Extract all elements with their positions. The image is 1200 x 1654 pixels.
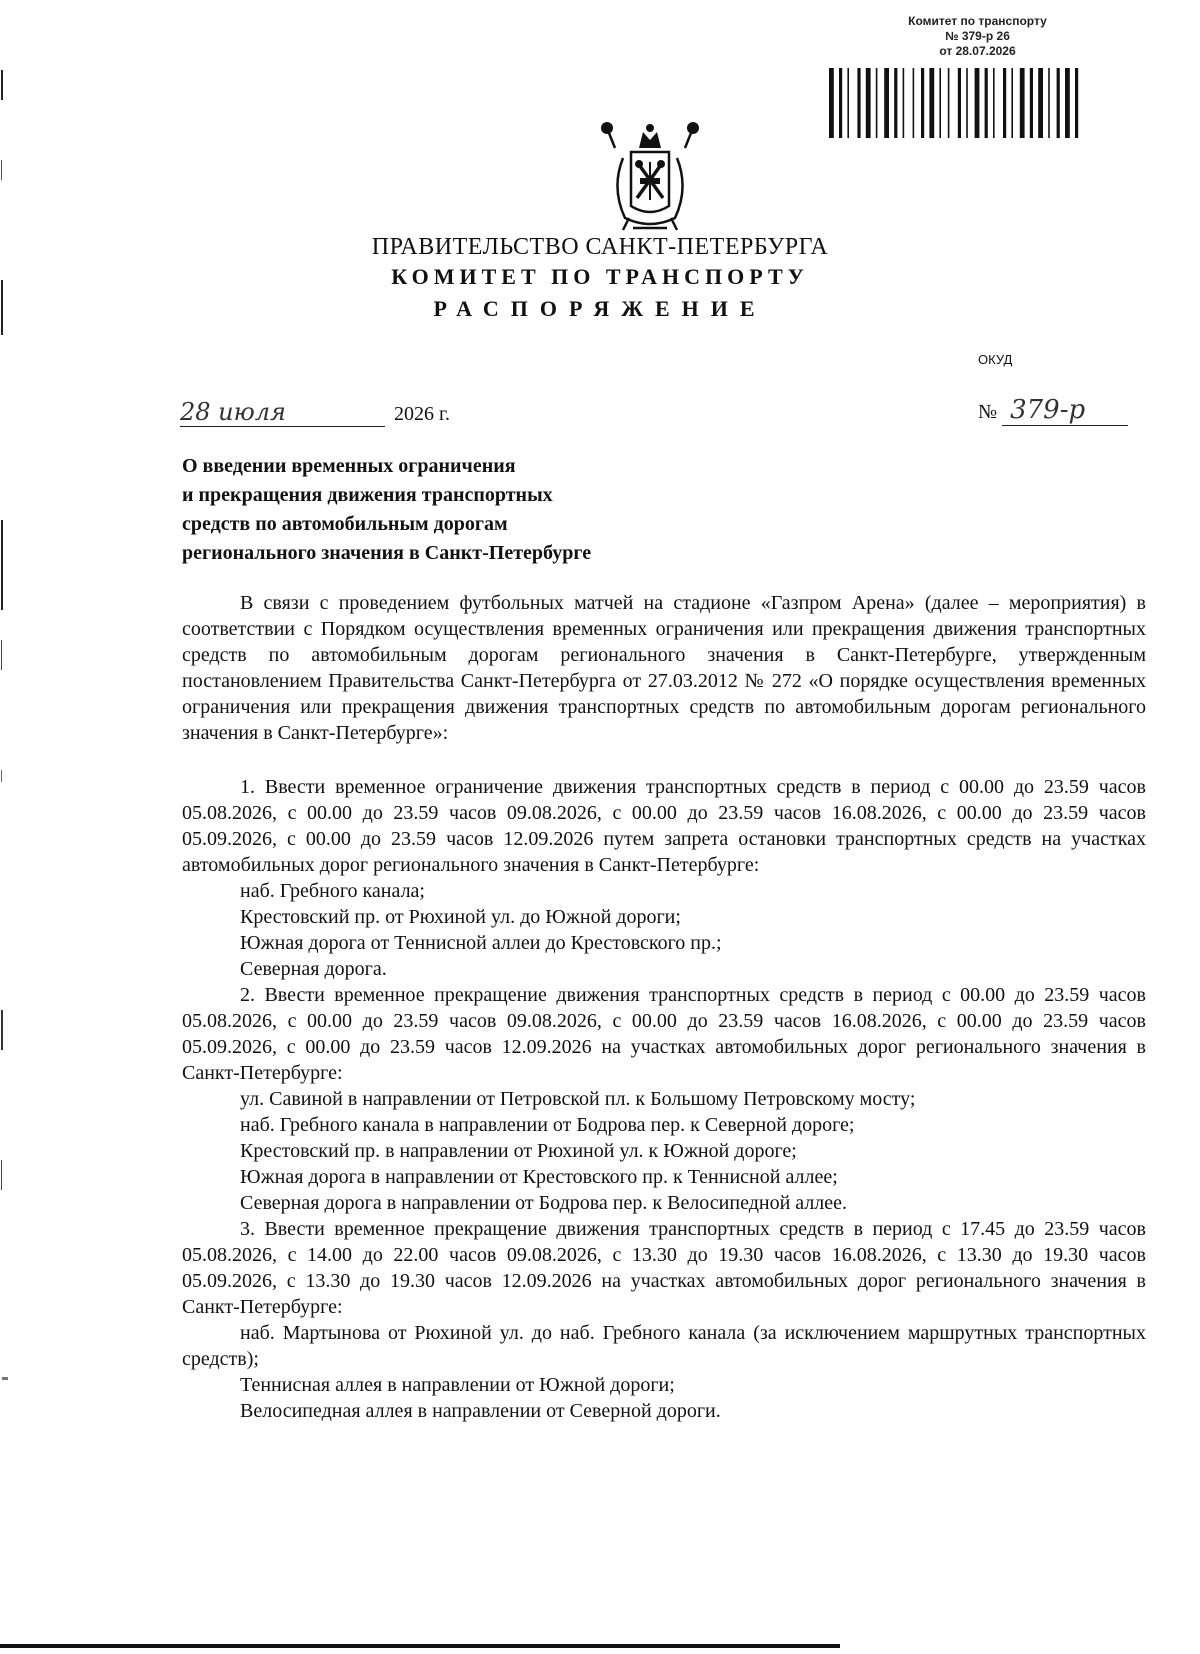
barcode-bar [1057,68,1060,138]
document-body [182,590,1146,1424]
barcode-bar [975,68,980,138]
road-list-item: Южная дорога в направлении от Крестовского пр. к Теннисной аллее; [240,1166,838,1188]
barcode-bar [884,68,889,138]
barcode-bar [876,68,878,138]
barcode-bar [1030,68,1033,138]
document-number [978,395,1128,426]
number-prefix: № [978,401,998,423]
subject-line: регионального значения в Санкт-Петербурге [182,542,592,564]
document-header [0,232,1200,324]
road-list-item: Теннисная аллея в направлении от Южной дороги; [240,1374,675,1396]
subject-line: и прекращения движения транспортных [182,484,553,506]
road-list-item: Северная дорога. [240,958,387,980]
road-list-item: наб. Гребного канала в направлении от Бодрова пер. к Северной дороге; [240,1114,855,1136]
okud-label: ОКУД [978,352,1013,367]
barcode-bar [993,68,995,138]
barcode-bar [1065,68,1070,138]
item-2-paragraph: 2. Ввести временное прекращение движения транспортных средств в период с 00.00 до 23.59 часов 05.08.2026, с 00.00 до 23.59 часов 09.08.2026, с 00.00 до 23.59 часов 16.08.2026, с 00.00 до 23.59 часов 05.09.2026, с 00.00 до 23.59 часов 12.09.2026 на участках автомобильных дорог регионального значения в Санкт-Петербурге: [182,984,1146,1084]
barcode-bar [894,68,897,138]
stamp-line-1: Комитет по транспорту [908,14,1047,28]
barcode-bar [1011,68,1013,138]
barcode-bar [958,68,961,138]
handwritten-number: 379-р [1002,395,1128,426]
document-date [180,398,450,427]
barcode-bar [913,68,915,138]
road-list-item: наб. Мартынова от Рюхиной ул. до наб. Гребного канала (за исключением маршрутных транспортных средств); [182,1322,1146,1370]
barcode-bar [866,68,871,138]
barcode-bar [1020,68,1025,138]
barcode-bar [839,68,842,138]
barcode-bar [985,68,988,138]
scan-bottom-edge [0,1644,840,1648]
road-list-item: Велосипедная аллея в направлении от Северной дороги. [240,1400,721,1422]
barcode-bar [929,68,934,138]
government-title: ПРАВИТЕЛЬСТВО САНКТ-ПЕТЕРБУРГА [371,234,829,260]
barcode-bar [903,68,905,138]
date-year: 2026 г. [394,403,450,425]
committee-title: КОМИТЕТ ПО ТРАНСПОРТУ [391,264,809,289]
item-1-paragraph: 1. Ввести временное ограничение движения транспортных средств в период с 00.00 до 23.59 часов 05.08.2026, с 00.00 до 23.59 часов 09.08.2026, с 00.00 до 23.59 часов 16.08.2026, с 00.00 до 23.59 часов 05.09.2026, с 00.00 до 23.59 часов 12.09.2026 путем запрета остановки транспортных средств на участках автомобильных дорог регионального значения в Санкт-Петербурге: [182,776,1146,876]
handwritten-date: 28 июля [180,398,385,427]
road-list-item: ул. Савиной в направлении от Петровской пл. к Большому Петровскому мосту; [240,1088,916,1110]
barcode-bar [921,68,924,138]
barcode-bar [1038,68,1043,138]
barcode-bar [1048,68,1050,138]
document-type: РАСПОРЯЖЕНИЕ [433,296,767,321]
road-list-item: Крестовский пр. от Рюхиной ул. до Южной дороги; [240,906,681,928]
item-3-paragraph: 3. Ввести временное прекращение движения транспортных средств в период с 17.45 до 23.59 часов 05.08.2026, с 14.00 до 22.00 часов 09.08.2026, с 13.30 до 19.30 часов 16.08.2026, с 13.30 до 19.30 часов 05.09.2026, с 13.30 до 19.30 часов 12.09.2026 на участках автомобильных дорог регионального значения в Санкт-Петербурге: [182,1218,1146,1318]
barcode-bar [1075,68,1078,138]
document-subject [182,452,591,568]
road-list-item: Южная дорога от Теннисной аллеи до Крестовского пр.; [240,932,722,954]
barcode-bar [1003,68,1006,138]
stamp-line-2: № 379-р 26 [945,29,1010,43]
road-list-item: наб. Гребного канала; [240,880,425,902]
subject-line: средств по автомобильным дорогам [182,513,508,535]
barcode-bar [847,68,849,138]
preamble-paragraph: В связи с проведением футбольных матчей на стадионе «Газпром Арена» (далее – мероприятия) в соответствии с Порядком осуществления временных ограничения или прекращения движения транспортных средств по автомобильным дорогам регионального значения в Санкт-Петербурге, утвержденным постановлением Правительства Санкт-Петербурга от 27.03.2012 № 272 «О порядке осуществления временных ограничения или прекращения движения транспортных средств по автомобильным дорогам регионального значения в Санкт-Петербурге»: [182,592,1146,744]
registration-stamp [870,14,1085,59]
road-list-item: Северная дорога в направлении от Бодрова пер. к Велосипедной аллее. [240,1192,848,1214]
barcode-bar [857,68,860,138]
subject-line: О введении временных ограничения [182,455,516,477]
stamp-line-3: от 28.07.2026 [939,44,1016,58]
barcode-bar [948,68,950,138]
road-list-item: Крестовский пр. в направлении от Рюхиной ул. к Южной дороге; [240,1140,797,1162]
barcode-bar [829,68,834,138]
barcode-bar [966,68,968,138]
barcode-bar [939,68,941,138]
barcode [827,68,1127,150]
coat-of-arms-icon [593,118,707,236]
